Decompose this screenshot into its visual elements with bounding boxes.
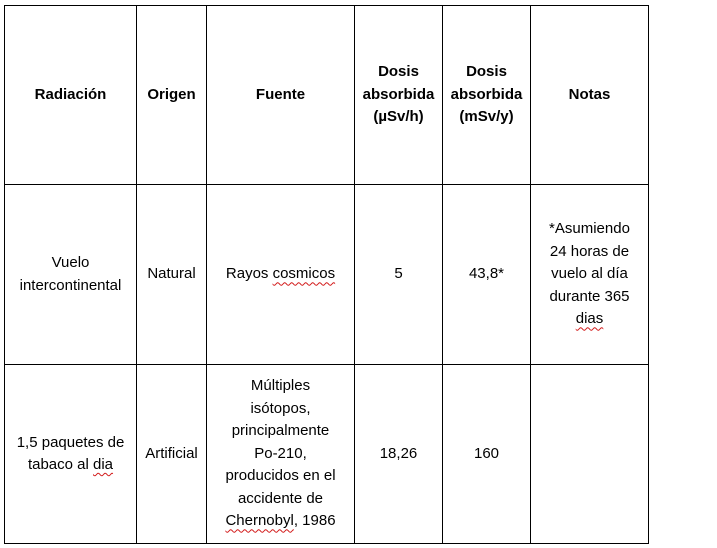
spellcheck-word: Chernobyl (225, 512, 294, 530)
spellcheck-word: cosmicos (272, 265, 336, 283)
table-row (5, 185, 649, 365)
cell-dosis-uSv-h: 18,26 (355, 365, 443, 544)
table-row (5, 365, 649, 544)
cell-fuente: Rayos cosmicos (207, 185, 355, 365)
header-dosis-uSv-h: Dosis absorbida (µSv/h) (355, 6, 443, 185)
header-origen: Origen (137, 6, 207, 185)
cell-origen: Natural (137, 185, 207, 365)
cell-notas (531, 365, 649, 544)
cell-dosis-uSv-h: 5 (355, 185, 443, 365)
cell-dosis-mSv-y: 43,8* (443, 185, 531, 365)
cell-fuente: Múltiples isótopos, principalmente Po-210, producidos en el accidente de Chernobyl, 1986 (207, 365, 355, 544)
header-fuente: Fuente (207, 6, 355, 185)
spellcheck-word: dia (93, 456, 114, 473)
cell-origen: Artificial (137, 365, 207, 544)
radiation-table-container (4, 5, 649, 544)
header-radiacion: Radiación (5, 6, 137, 185)
header-notas: Notas (531, 6, 649, 185)
cell-dosis-mSv-y: 160 (443, 365, 531, 544)
cell-notas: *Asumiendo 24 horas de vuelo al día durante 365 dias (531, 185, 649, 365)
header-dosis-mSv-y: Dosis absorbida (mSv/y) (443, 6, 531, 185)
cell-radiacion: Vuelo intercontinental (5, 185, 137, 365)
spellcheck-word: dias (575, 310, 604, 328)
table-header-row (5, 6, 649, 185)
cell-radiacion: 1,5 paquetes de tabaco al dia (5, 365, 137, 544)
radiation-dose-table (4, 5, 649, 544)
